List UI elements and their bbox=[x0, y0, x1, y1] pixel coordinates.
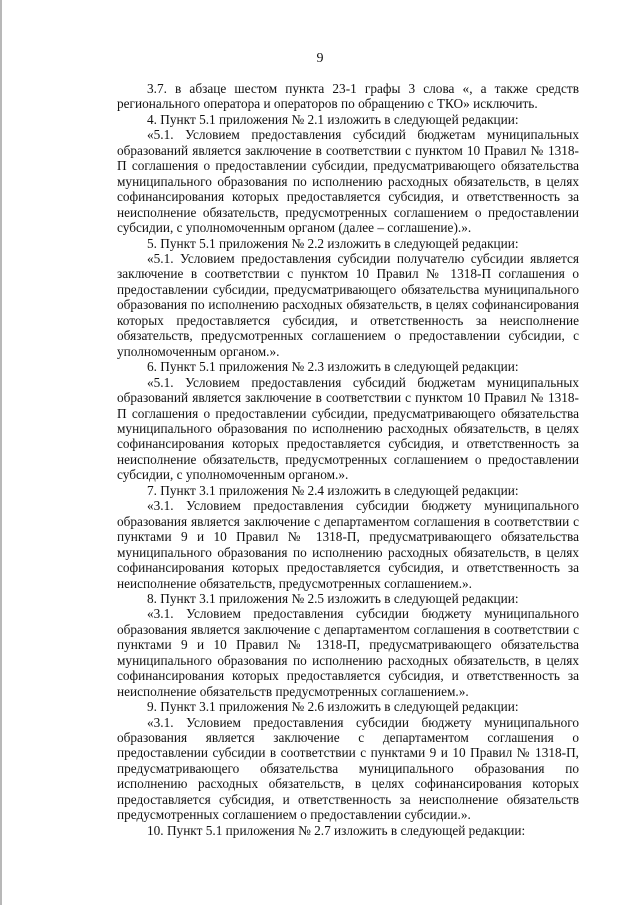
page-number: 9 bbox=[316, 51, 324, 66]
paragraph-10-heading: 10. Пункт 5.1 приложения № 2.7 изложить в следующей редакции: bbox=[147, 822, 526, 838]
paragraph-4-heading: 4. Пункт 5.1 приложения № 2.1 изложить в следующей редакции: bbox=[147, 111, 519, 127]
paragraph-6-heading: 6. Пункт 5.1 приложения № 2.3 изложить в следующей редакции: bbox=[147, 359, 519, 375]
page-left-edge bbox=[0, 0, 2, 905]
paragraph-5-heading: 5. Пункт 5.1 приложения № 2.2 изложить в следующей редакции: bbox=[147, 235, 519, 251]
paragraph-8-heading: 8. Пункт 3.1 приложения № 2.5 изложить в следующей редакции: bbox=[147, 590, 519, 606]
paragraph-3-7: 3.7. в абзаце шестом пункта 23-1 графы 3 слова «, а также средств регионального оператора и операторов по обращению с ТКО» исключить. bbox=[117, 81, 579, 112]
paragraph-4-text: «5.1. Условием предоставления субсидий бюджетам муниципальных образований является заключение в соответствии с пунктом 10 Правил № 1318-П соглашения о предоставлении субсидии, предусматривающего обязательства муниципального образования по исполнению расходных обязательств, в целях софинансирования которых предоставляется субсидия, и ответственность за неисполнение обязательств, предусмотренных соглашением о предоставлении субсидии, с уполномоченным органом (далее – соглашение).». bbox=[117, 127, 579, 236]
paragraph-6-text: «5.1. Условием предоставления субсидий бюджетам муниципальных образований является заключение в соответствии с пунктом 10 Правил № 1318-П соглашения о предоставлении субсидии, предусматривающего обязательства муниципального образования по исполнению расходных обязательств, в целях софинансирования которых предоставляется субсидия, и ответственность за неисполнение обязательств, предусмотренных соглашением о предоставлении субсидии, с уполномоченным органом.». bbox=[117, 374, 579, 483]
paragraph-8-text: «3.1. Условием предоставления субсидии бюджету муниципального образования является заключение с департаментом соглашения в соответствии с пунктами 9 и 10 Правил № 1318-П, предусматривающего обязательства муниципального образования по исполнению расходных обязательств, в целях софинансирования которых предоставляется субсидия, и ответственность за неисполнение обязательств предусмотренных соглашением.». bbox=[117, 606, 579, 699]
paragraph-5-text: «5.1. Условием предоставления субсидии получателю субсидии является заключение в соответствии с пунктом 10 Правил № 1318-П соглашения о предоставлении субсидии, предусматривающего обязательства муниципального образования по исполнению расходных обязательств, в целях софинансирования которых предоставляется субсидия, и ответственность за неисполнение обязательств, предусмотренных соглашением о предоставлении субсидии, с уполномоченным органом.». bbox=[117, 250, 579, 359]
paragraph-9-heading: 9. Пункт 3.1 приложения № 2.6 изложить в следующей редакции: bbox=[147, 699, 519, 715]
paragraph-9-text: «3.1. Условием предоставления субсидии бюджету муниципального образования является заключение с департаментом соглашения о предоставлении субсидии в соответствии с пунктами 9 и 10 Правил № 1318-П, предусматривающего обязательства муниципального образования по исполнению расходных обязательств, в целях софинансирования которых предоставляется субсидия, и ответственность за неисполнение обязательств предусмотренных соглашением о предоставлении субсидии.». bbox=[117, 714, 579, 823]
paragraph-7-heading: 7. Пункт 3.1 приложения № 2.4 изложить в следующей редакции: bbox=[147, 482, 519, 498]
document-body bbox=[117, 81, 579, 838]
paragraph-7-text: «3.1. Условием предоставления субсидии бюджету муниципального образования является заключение с департаментом соглашения в соответствии с пунктами 9 и 10 Правил № 1318-П, предусматривающего обязательства муниципального образования по исполнению расходных обязательств, в целях софинансирования которых предоставляется субсидия, и ответственность за неисполнение обязательств, предусмотренных соглашением.». bbox=[117, 498, 579, 591]
